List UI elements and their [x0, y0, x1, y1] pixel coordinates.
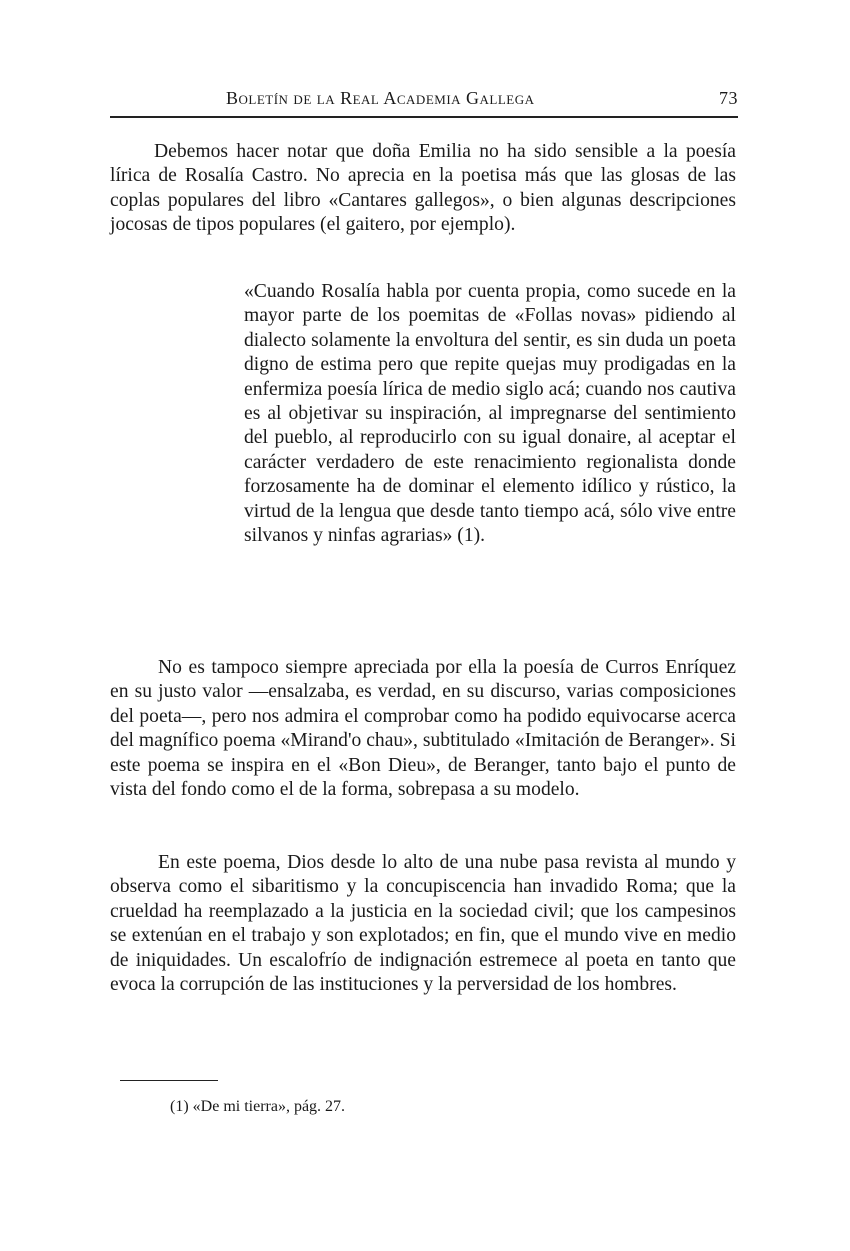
footnote: (1) «De mi tierra», pág. 27.	[170, 1098, 346, 1115]
header-rule	[110, 116, 738, 118]
paragraph-3: En este poema, Dios desde lo alto de una nube pasa revista al mundo y observa como el sibaritismo y la concupiscencia han invadido Roma; que la crueldad ha reemplazado a la justicia en la sociedad civil; que los campesinos se extenúan en el trabajo y son explotados; en fin, que el mundo vive en medio de iniquidades. Un escalofrío de indignación estremece al poeta en tanto que evoca la corrupción de las instituciones y la perversidad de los hombres.	[110, 852, 736, 996]
block-quote: «Cuando Rosalía habla por cuenta propia, como sucede en la mayor parte de los poemitas de «Follas novas» pidiendo al dialecto solamente la envoltura del sentir, es sin duda un poeta digno de estima pero que repite quejas muy prodigadas en la enfermiza poesía lírica de medio siglo acá; cuando nos cautiva es al objetivar su inspiración, al impregnarse del sentimiento del pueblo, al reproducirlo con su igual donaire, al aceptar el carácter verdadero de este renacimiento regionalista donde forzosamente ha de dominar el elemento idílico y rústico, la virtud de la lengua que desde tanto tiempo acá, sólo vive entre silvanos y ninfas agrarias» (1).	[244, 281, 736, 547]
journal-title: Boletín de la Real Academia Gallega	[226, 88, 535, 108]
paragraph-1: Debemos hacer notar que doña Emilia no ha sido sensible a la poesía lírica de Rosalía Castro. No aprecia en la poetisa más que las glosas de las coplas populares del libro «Cantares gallegos», o bien algunas descripciones jocosas de tipos populares (el gaitero, por ejemplo).	[110, 141, 736, 236]
paragraph-2: No es tampoco siempre apreciada por ella la poesía de Curros Enríquez en su justo valor —ensalzaba, es verdad, en su discurso, varias composiciones del poeta—, pero nos admira el comprobar como ha podido equivocarse acerca del magnífico poema «Mirand'o chau», subtitulado «Imitación de Beranger». Si este poema se inspira en el «Bon Dieu», de Beranger, tanto bajo el punto de vista del fondo como el de la forma, sobrepasa a su modelo.	[110, 657, 736, 801]
footnote-rule	[120, 1080, 218, 1081]
page-number: 73	[719, 88, 738, 108]
